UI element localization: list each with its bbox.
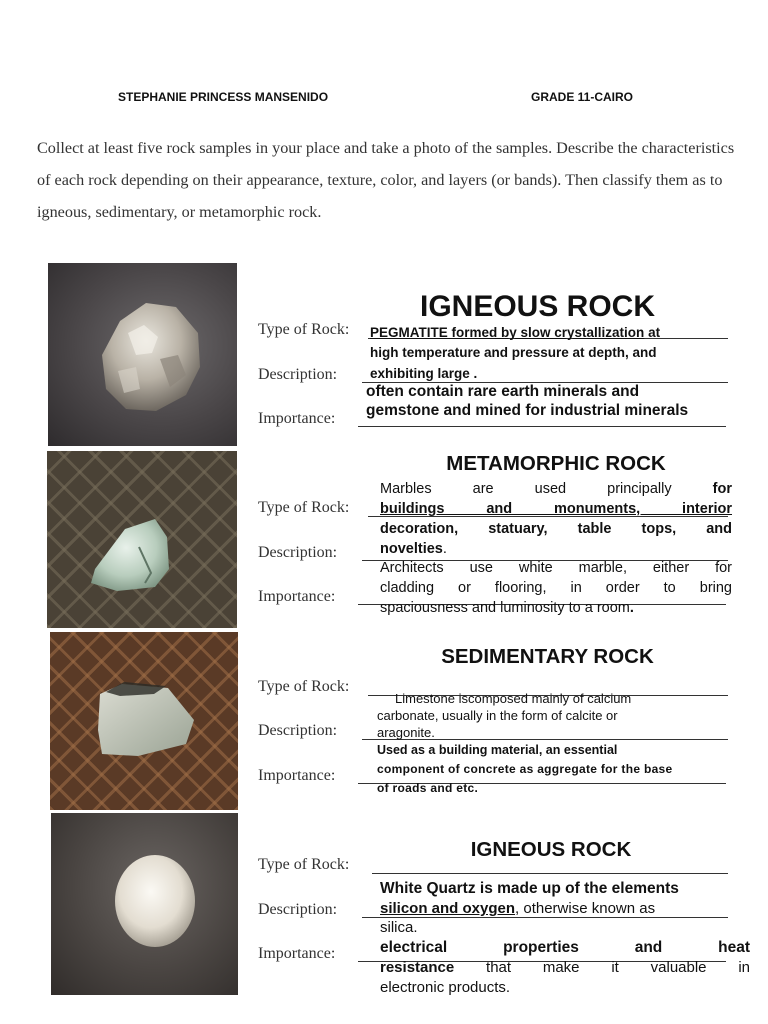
entry-2-line-2: buildings and monuments, interior [380, 501, 732, 517]
marble-rock-image [47, 451, 237, 628]
rock-heading-1: IGNEOUS ROCK [419, 290, 656, 323]
entry-2-line-3: decoration, statuary, table tops, and [380, 521, 732, 537]
description-label-4: Description: [258, 901, 338, 918]
rock-heading-4: IGNEOUS ROCK [470, 838, 632, 861]
description-label-1: Description: [258, 366, 338, 383]
entry-4-line-4: electrical properties and heat [380, 939, 750, 956]
entry-4-line-3: silica. [380, 919, 418, 936]
rough-rock-image [48, 263, 237, 446]
entry-3-line-1: Limestone iscomposed mainly of calcium [395, 691, 632, 706]
entry-1-line-2: high temperature and pressure at depth, and [370, 345, 657, 360]
entry-1-line-5: gemstone and mined for industrial minerals [366, 402, 689, 419]
entry-2-line-4: novelties. [380, 541, 447, 557]
entry-3-line-4: Used as a building material, an essential [377, 743, 618, 757]
entry-1-line-4: often contain rare earth minerals and [366, 383, 640, 400]
type-of-rock-label-4: Type of Rock: [258, 856, 350, 873]
importance-label-4: Importance: [258, 945, 336, 962]
importance-label-1: Importance: [258, 410, 336, 427]
description-label-2: Description: [258, 544, 338, 561]
description-label-3: Description: [258, 722, 338, 739]
entry-4-line-5: resistance that make it valuable in [380, 959, 750, 976]
rock-photo-3 [50, 632, 238, 810]
importance-label-2: Importance: [258, 588, 336, 605]
type-of-rock-label-3: Type of Rock: [258, 678, 350, 695]
type-underline-4 [372, 873, 728, 874]
entry-3-line-2: carbonate, usually in the form of calcite or [377, 708, 618, 723]
student-name: STEPHANIE PRINCESS MANSENIDO [118, 90, 329, 104]
rock-photo-4 [51, 813, 238, 995]
entry-2-line-1: Marbles are used principally for [380, 481, 733, 497]
entry-2-line-6: cladding or flooring, in order to bring [380, 580, 732, 596]
importance-underline-1 [358, 426, 726, 427]
rock-heading-2: METAMORPHIC ROCK [446, 452, 666, 475]
type-of-rock-label-1: Type of Rock: [258, 321, 350, 338]
entry-2-line-7: spaciousness and luminosity to a room. [380, 600, 634, 616]
rock-photo-1 [48, 263, 237, 446]
entry-3-line-6: of roads and etc. [377, 781, 479, 795]
instructions-text: Collect at least five rock samples in your place and take a photo of the samples. Describe the characteristics of each rock depending on their appearance, texture, color, and layers (or bands). Then classify them as to igneous, sedimentary, or metamorphic rock. [37, 139, 735, 221]
importance-label-3: Importance: [258, 767, 336, 784]
type-of-rock-label-2: Type of Rock: [258, 499, 350, 516]
entry-1-line-3: exhibiting large . [370, 366, 478, 381]
rock-photo-2 [47, 451, 237, 628]
limestone-rock-image [50, 632, 238, 810]
entry-2-line-5: Architects use white marble, either for [380, 560, 732, 576]
entry-4-line-1: White Quartz is made up of the elements [380, 880, 679, 897]
entry-4-line-6: electronic products. [380, 979, 511, 996]
quartz-rock-image [51, 813, 238, 995]
entry-3-line-3: aragonite. [377, 725, 435, 740]
grade-section: GRADE 11-CAIRO [531, 90, 634, 104]
entry-4-line-2: silicon and oxygen, otherwise known as [380, 900, 656, 917]
entry-3-line-5: component of concrete as aggregate for the base [377, 762, 673, 776]
entry-1-line-1: PEGMATITE formed by slow crystallization at [370, 325, 661, 340]
rock-heading-3: SEDIMENTARY ROCK [441, 645, 654, 668]
